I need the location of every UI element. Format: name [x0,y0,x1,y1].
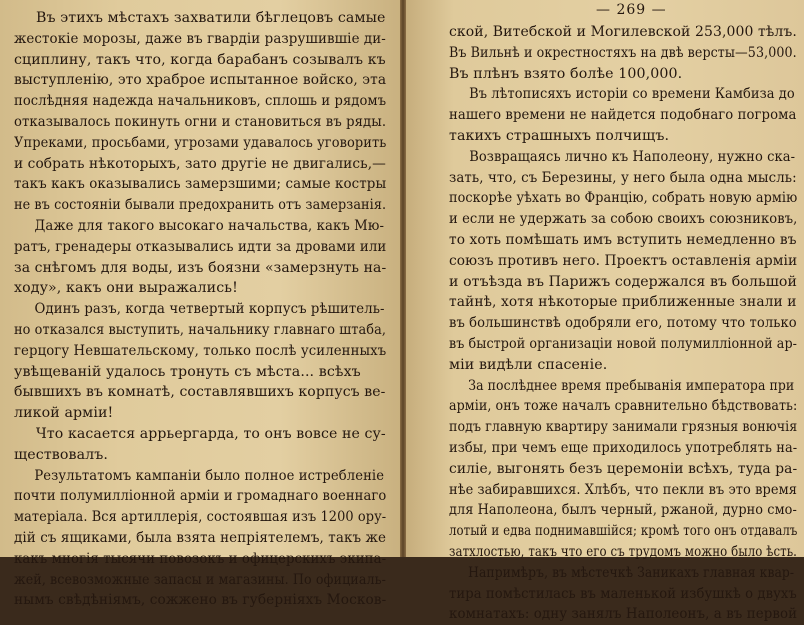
text-line: Въ этихъ мѣстахъ захватили бѣглецовъ самые [36,10,386,26]
text-line: бывшихъ въ комнатѣ, составлявшихъ корпусъ ве- [14,384,386,401]
text-line: послѣдняя надежда начальниковъ, сплошь и рядомъ [14,93,387,110]
text-line: увѣщеваній удалось тронуть съ мѣста... всѣхъ [14,363,361,380]
text-line: ратъ, гренадеры отказывались идти за дровами или [14,238,387,255]
text-line: ществовалъ. [14,446,109,463]
text-line: жестокіе морозы, даже въ гвардіи разрушившіе ди- [14,30,386,47]
text-line: зать, что, съ Березины, у него была одна мысль: [449,169,797,186]
text-line: Упреками, просьбами, угрозами удавалось уговорить [14,134,387,151]
text-line: и если не удержать за собою своихъ союзниковъ, [449,211,798,228]
text-line: Что касается аррьергарда, то онъ вовсе не су- [35,425,386,442]
text-line: и собрать нѣкоторыхъ, зато другіе не двигались,— [14,155,386,172]
text-line: подъ главную квартиру занимали грязныя вонючія [449,419,798,436]
left-page [0,0,400,609]
text-line: нымъ свѣдѣніямъ, сожжено въ губерніяхъ Москов- [14,592,387,609]
text-line: выступленію, это храброе испытанное войско, эта [14,72,387,89]
text-line: союзъ противъ него. Проектъ оставленія арміи [449,252,798,269]
text-line: арміи, онъ тоже началъ сравнительно бѣдствовать: [449,398,798,415]
text-line: матеріала. Вся артиллерія, состоявшая изъ 1200 ору- [14,509,387,526]
text-line: какъ многія тысячи повозокъ и офицерскихъ экипа- [14,550,387,567]
text-line: не въ состояніи бывали предохранить отъ замерзанія. [14,197,387,214]
text-line: Въ плѣнъ взято болѣе 100,000. [449,65,683,82]
text-line: поскорѣе уѣхать во Францію, собрать новую армію [449,190,798,207]
text-line: тайнѣ, хотя нѣкоторые приближенные знали и [449,294,797,311]
text-line: такихъ страшныхъ полчищъ. [449,127,670,144]
text-line: Одинъ разъ, когда четвертый корпусъ рѣшитель- [34,301,385,318]
text-line: Даже для такого высокаго начальства, какъ Мю- [34,217,385,234]
text-line: почти полумилліонной арміи и громаднаго военнаго [14,488,387,505]
text-line: избы, при чемъ еще приходилось употреблять на- [449,439,798,456]
right-page-text [449,22,797,625]
text-line: міи видѣли спасеніе. [449,356,608,373]
text-line: нашего времени не найдется подобнаго погрома [449,107,797,124]
text-line: сциплину, такъ что, когда барабанъ созывалъ къ [14,51,386,68]
text-line: За послѣднее время пребыванія императора при [468,377,795,394]
left-page-text [14,8,386,611]
text-line: въ большинствѣ одобряли его, потому что только [449,315,797,332]
text-line: дій съ ящиками, была взята непріятелемъ, такъ же [14,529,387,546]
text-line: Въ Вильнѣ и окрестностяхъ на двѣ версты—53,000. [449,44,797,61]
text-line: Напримѣръ, въ мѣстечкѣ Заникахъ главная квар- [468,564,795,581]
text-line: ликой арміи! [14,405,114,422]
text-line: для Наполеона, былъ черный, ржаной, дурно смо- [449,502,797,519]
text-line: такъ какъ оказывались замерзшими; самые костры [14,176,387,193]
text-line: комнатахъ: одну занялъ Наполеонъ, а въ первой [449,606,798,623]
text-line: жей, всевозможные запасы и магазины. По официаль- [14,571,386,588]
text-line: силіе, выгонять безъ церемоніи всѣхъ, туда ра- [449,460,798,477]
text-line: нѣе забиравшихся. Хлѣбъ, что пекли въ это время [449,481,797,498]
text-line: лотый и едва поднимавшійся; кромѣ того онъ отдавалъ [449,523,798,540]
text-line: ходу», какъ они выражались! [14,280,238,297]
text-line: въ быстрой организаціи новой полумилліонной ар- [449,335,798,352]
right-page [406,0,804,623]
text-line: герцогу Невшательскому, только послѣ усиленныхъ [14,342,387,359]
text-line: затхлостью, такъ что его съ трудомъ можно было ѣсть. [449,543,798,560]
text-line: то хоть помѣшать имъ вступить немедленно въ [449,231,797,248]
text-line: Въ лѣтописяхъ исторіи со времени Камбиза до [469,86,795,103]
text-line: Результатомъ кампаніи было полное истребленіе [34,467,385,484]
text-line: за снѣгомъ для воды, изъ боязни «замерзнуть на- [14,259,387,276]
text-line: Возвращаясь лично къ Наполеону, нужно ска- [469,148,796,165]
text-line: но отказался выступить, начальнику главнаго штаба, [14,321,387,338]
text-line: тира помѣстилась въ маленькой избушкѣ о двухъ [449,585,797,602]
text-line: и отъѣзда въ Парижъ содержался въ большой [449,273,798,290]
page-number: — 269 — [596,2,667,18]
text-line: ской, Витебской и Могилевской 253,000 тѣлъ. [449,24,797,40]
text-line: отказывалось покинуть огни и становиться въ ряды. [14,113,387,130]
